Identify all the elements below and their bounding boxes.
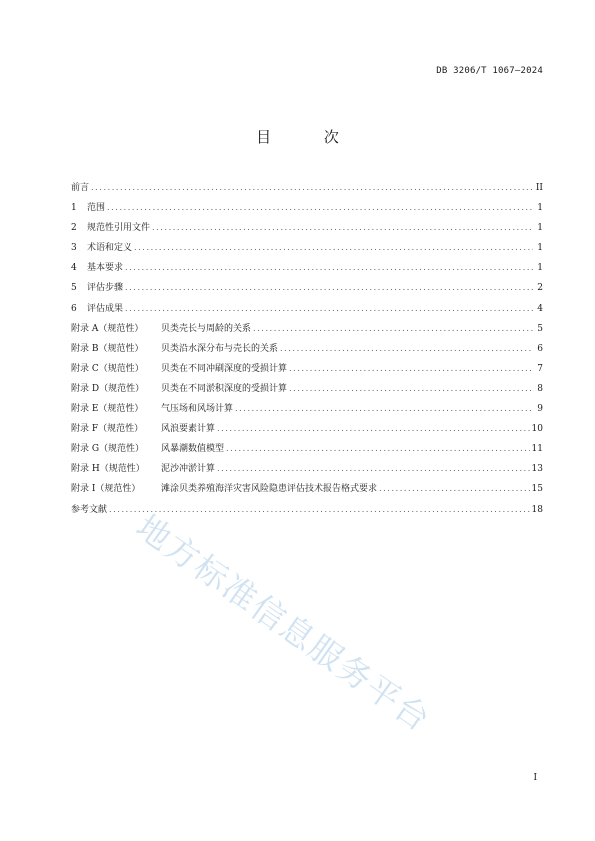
toc-entry-page: 10 — [531, 424, 543, 435]
toc-entry-page: 1 — [537, 203, 543, 214]
toc-entry-page: 4 — [537, 303, 543, 314]
toc-entry-page: 2 — [537, 283, 543, 294]
toc-entry-4[interactable] — [71, 258, 543, 278]
toc-leader-dots — [217, 419, 530, 439]
toc-annex-number: 附录 E（规范性） — [71, 404, 144, 415]
toc-annex-number: 附录 B（规范性） — [71, 343, 144, 354]
toc-leader-dots — [107, 198, 533, 218]
toc-annex-number: 附录 H（规范性） — [71, 464, 145, 475]
toc-leader-dots — [152, 218, 533, 238]
toc-entry-5[interactable] — [71, 278, 543, 298]
toc-entry-label: 范围 — [87, 203, 106, 214]
toc-entry-number: 6 — [71, 303, 77, 314]
toc-entry-annex-g[interactable] — [71, 439, 543, 459]
toc-annex-number: 附录 F（规范性） — [71, 424, 144, 435]
toc-entry-label: 评估步骤 — [87, 283, 124, 294]
toc-leader-dots — [125, 258, 533, 278]
toc-entry-page: 13 — [531, 464, 543, 475]
toc-leader-dots — [253, 319, 533, 339]
toc-leader-dots — [226, 439, 530, 459]
toc-entry-3[interactable] — [71, 238, 543, 258]
toc-entry-label: 术语和定义 — [87, 243, 133, 254]
toc-entry-page: 18 — [531, 504, 543, 515]
toc-entry-page: 7 — [537, 363, 543, 374]
toc-annex-number: 附录 G（规范性） — [71, 444, 145, 455]
toc-entry-2[interactable] — [71, 218, 543, 238]
toc-leader-dots — [125, 278, 533, 298]
toc-leader-dots — [217, 459, 530, 479]
toc-entry-label: 参考文献 — [71, 504, 108, 515]
toc-entry-label: 基本要求 — [87, 263, 124, 274]
toc-entry-label: 评估成果 — [87, 303, 124, 314]
toc-entry-number: 3 — [71, 243, 77, 254]
toc-leader-dots — [91, 178, 533, 198]
toc-annex-number: 附录 I（规范性） — [71, 484, 141, 495]
toc-annex-number: 附录 D（规范性） — [71, 383, 145, 394]
toc-leader-dots — [289, 359, 533, 379]
toc-entry-label: 泥沙冲淤计算 — [161, 464, 216, 475]
standard-code: DB 3206/T 1067—2024 — [436, 66, 543, 76]
toc-entry-label: 前言 — [71, 183, 90, 193]
toc-annex-number: 附录 A（规范性） — [71, 323, 144, 334]
toc-entry-page: 5 — [537, 323, 543, 334]
toc-entry-page: II — [535, 183, 543, 193]
toc-leader-dots — [109, 500, 530, 520]
toc-entry-references[interactable] — [71, 500, 543, 520]
toc-entry-1[interactable] — [71, 198, 543, 218]
toc-entry-annex-b[interactable] — [71, 339, 543, 359]
toc-leader-dots — [134, 238, 533, 258]
page-title: 目 次 — [256, 128, 363, 146]
toc-entry-label: 气压场和风场计算 — [161, 404, 234, 415]
watermark: 地方标准信息服务平台 — [129, 506, 439, 740]
toc-entry-page: 1 — [537, 243, 543, 254]
toc-entry-number: 5 — [71, 283, 77, 294]
toc-entry-annex-h[interactable] — [71, 459, 543, 479]
toc-leader-dots — [235, 399, 533, 419]
toc-entry-foreword[interactable] — [71, 178, 543, 198]
toc-entry-number: 4 — [71, 263, 77, 274]
toc-entry-6[interactable] — [71, 299, 543, 319]
toc-entry-annex-i[interactable] — [71, 479, 543, 499]
toc-leader-dots — [289, 379, 533, 399]
toc-annex-number: 附录 C（规范性） — [71, 363, 144, 374]
toc-entry-label: 贝类在不同淤积深度的受损计算 — [161, 383, 288, 394]
toc-entry-page: 15 — [531, 484, 543, 495]
toc-entry-number: 1 — [71, 203, 77, 214]
toc-entry-annex-a[interactable] — [71, 319, 543, 339]
toc-entry-page: 1 — [537, 263, 543, 274]
toc-entry-label: 规范性引用文件 — [87, 223, 151, 234]
toc-entry-label: 风浪要素计算 — [161, 424, 216, 435]
toc-entry-label: 贝类壳长与周龄的关系 — [161, 323, 252, 334]
toc-entry-number: 2 — [71, 223, 77, 234]
page-number: I — [533, 773, 537, 783]
toc-entry-label: 风暴潮数值模型 — [161, 444, 225, 455]
toc-entry-annex-f[interactable] — [71, 419, 543, 439]
toc-entry-label: 贝类沿水深分布与壳长的关系 — [161, 343, 279, 354]
toc-entry-page: 6 — [537, 343, 543, 354]
toc-leader-dots — [125, 299, 533, 319]
toc-entry-page: 8 — [537, 383, 543, 394]
toc-leader-dots — [280, 339, 533, 359]
table-of-contents — [71, 178, 543, 520]
toc-entry-page: 11 — [531, 444, 543, 455]
toc-entry-page: 9 — [537, 404, 543, 415]
toc-entry-label: 滩涂贝类养殖海洋灾害风险隐患评估技术报告格式要求 — [161, 484, 378, 495]
toc-entry-label: 贝类在不同冲刷深度的受损计算 — [161, 363, 288, 374]
toc-entry-annex-d[interactable] — [71, 379, 543, 399]
toc-leader-dots — [379, 479, 530, 499]
toc-entry-annex-e[interactable] — [71, 399, 543, 419]
toc-entry-page: 1 — [537, 223, 543, 234]
toc-entry-annex-c[interactable] — [71, 359, 543, 379]
